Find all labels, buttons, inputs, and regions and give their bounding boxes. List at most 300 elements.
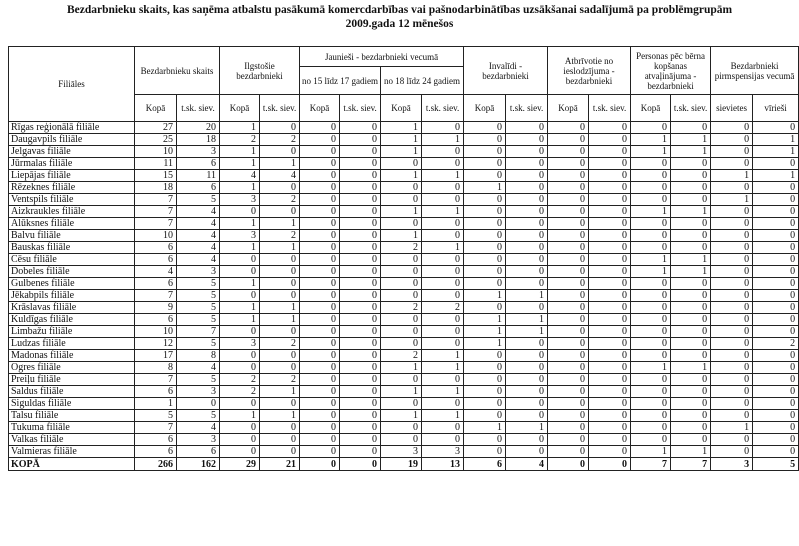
value-cell: 0	[711, 134, 753, 146]
value-cell: 0	[340, 458, 381, 471]
value-cell: 1	[631, 206, 671, 218]
branch-name: Gulbenes filiāle	[9, 278, 135, 290]
value-cell: 1	[381, 230, 422, 242]
value-cell: 0	[711, 266, 753, 278]
table-row	[9, 254, 799, 266]
table-row	[9, 146, 799, 158]
page-title	[0, 3, 799, 31]
value-cell: 1	[422, 170, 464, 182]
branch-name: Valmieras filiāle	[9, 446, 135, 458]
table-body	[9, 122, 799, 471]
value-cell: 6	[135, 278, 177, 290]
value-cell: 3	[177, 386, 220, 398]
branch-name: Jūrmalas filiāle	[9, 158, 135, 170]
col-personas: Personas pēc bērna kopšanas atvaļinājuma - bezdarbnieki	[631, 47, 711, 95]
value-cell: 0	[548, 230, 589, 242]
value-cell: 1	[381, 134, 422, 146]
value-cell: 0	[381, 434, 422, 446]
table-row	[9, 350, 799, 362]
value-cell: 0	[711, 230, 753, 242]
value-cell: 0	[422, 338, 464, 350]
value-cell: 1	[631, 254, 671, 266]
col-invalidi: Invalīdi - bezdarbnieki	[464, 47, 548, 95]
value-cell: 3	[422, 446, 464, 458]
value-cell: 0	[506, 362, 548, 374]
table-row	[9, 386, 799, 398]
value-cell: 0	[589, 278, 631, 290]
value-cell: 6	[135, 314, 177, 326]
value-cell: 1	[260, 218, 300, 230]
value-cell: 1	[381, 170, 422, 182]
value-cell: 0	[671, 350, 711, 362]
col-atbrivotie: Atbrīvotie no ieslodzījuma - bezdarbnieki	[548, 47, 631, 95]
value-cell: 1	[381, 206, 422, 218]
table-row	[9, 194, 799, 206]
value-cell: 0	[589, 410, 631, 422]
value-cell: 0	[422, 266, 464, 278]
table-row	[9, 134, 799, 146]
value-cell: 6	[135, 254, 177, 266]
table-row	[9, 398, 799, 410]
value-cell: 0	[711, 278, 753, 290]
value-cell: 0	[506, 158, 548, 170]
value-cell: 0	[548, 458, 589, 471]
value-cell: 10	[135, 146, 177, 158]
value-cell: 0	[589, 194, 631, 206]
value-cell: 1	[464, 290, 506, 302]
value-cell: 4	[177, 254, 220, 266]
value-cell: 0	[300, 326, 340, 338]
value-cell: 1	[753, 134, 799, 146]
value-cell: 7	[177, 326, 220, 338]
value-cell: 0	[753, 194, 799, 206]
value-cell: 0	[381, 194, 422, 206]
branch-name: Kuldīgas filiāle	[9, 314, 135, 326]
value-cell: 0	[340, 134, 381, 146]
value-cell: 0	[589, 122, 631, 134]
value-cell: 2	[260, 230, 300, 242]
value-cell: 4	[177, 362, 220, 374]
value-cell: 0	[340, 266, 381, 278]
value-cell: 0	[422, 182, 464, 194]
col-filiales: Filiāles	[9, 47, 135, 122]
branch-name: Ogres filiāle	[9, 362, 135, 374]
sub-kopa: Kopā	[220, 95, 260, 122]
value-cell: 8	[177, 350, 220, 362]
sub-tsk: t.sk. siev.	[671, 95, 711, 122]
value-cell: 1	[260, 242, 300, 254]
value-cell: 11	[177, 170, 220, 182]
value-cell: 0	[631, 194, 671, 206]
value-cell: 0	[548, 374, 589, 386]
value-cell: 0	[506, 374, 548, 386]
value-cell: 1	[711, 170, 753, 182]
value-cell: 0	[464, 278, 506, 290]
value-cell: 0	[340, 434, 381, 446]
value-cell: 0	[671, 398, 711, 410]
value-cell: 1	[220, 146, 260, 158]
value-cell: 4	[135, 266, 177, 278]
value-cell: 0	[506, 350, 548, 362]
value-cell: 0	[340, 314, 381, 326]
value-cell: 0	[340, 326, 381, 338]
value-cell: 0	[300, 362, 340, 374]
table-row	[9, 122, 799, 134]
value-cell: 0	[464, 158, 506, 170]
value-cell: 0	[753, 398, 799, 410]
value-cell: 0	[753, 278, 799, 290]
table-row	[9, 278, 799, 290]
value-cell: 0	[753, 434, 799, 446]
value-cell: 0	[340, 278, 381, 290]
value-cell: 0	[506, 386, 548, 398]
value-cell: 0	[464, 398, 506, 410]
value-cell: 0	[506, 434, 548, 446]
value-cell: 0	[589, 218, 631, 230]
value-cell: 0	[340, 146, 381, 158]
value-cell: 0	[464, 254, 506, 266]
value-cell: 5	[177, 410, 220, 422]
value-cell: 0	[220, 398, 260, 410]
branch-name: Madonas filiāle	[9, 350, 135, 362]
value-cell: 1	[711, 194, 753, 206]
value-cell: 0	[177, 398, 220, 410]
value-cell: 0	[671, 386, 711, 398]
value-cell: 0	[422, 158, 464, 170]
table-row	[9, 230, 799, 242]
value-cell: 0	[711, 362, 753, 374]
value-cell: 0	[506, 302, 548, 314]
branch-name: Ventspils filiāle	[9, 194, 135, 206]
branch-name: Cēsu filiāle	[9, 254, 135, 266]
value-cell: 0	[340, 194, 381, 206]
value-cell: 1	[631, 146, 671, 158]
value-cell: 0	[711, 314, 753, 326]
value-cell: 0	[589, 242, 631, 254]
value-cell: 0	[548, 242, 589, 254]
value-cell: 0	[300, 314, 340, 326]
sub-kopa: Kopā	[135, 95, 177, 122]
value-cell: 0	[422, 398, 464, 410]
value-cell: 0	[631, 290, 671, 302]
value-cell: 0	[631, 218, 671, 230]
value-cell: 7	[135, 206, 177, 218]
value-cell: 0	[506, 122, 548, 134]
value-cell: 0	[340, 254, 381, 266]
value-cell: 0	[631, 314, 671, 326]
value-cell: 0	[381, 338, 422, 350]
value-cell: 1	[260, 302, 300, 314]
value-cell: 0	[300, 266, 340, 278]
value-cell: 0	[548, 422, 589, 434]
value-cell: 0	[711, 290, 753, 302]
value-cell: 2	[260, 194, 300, 206]
value-cell: 0	[753, 206, 799, 218]
value-cell: 0	[506, 194, 548, 206]
table-row	[9, 170, 799, 182]
value-cell: 0	[711, 350, 753, 362]
value-cell: 2	[220, 134, 260, 146]
value-cell: 0	[631, 302, 671, 314]
value-cell: 4	[177, 206, 220, 218]
value-cell: 0	[300, 206, 340, 218]
value-cell: 0	[506, 206, 548, 218]
value-cell: 21	[260, 458, 300, 471]
value-cell: 6	[135, 446, 177, 458]
value-cell: 7	[671, 458, 711, 471]
value-cell: 0	[753, 242, 799, 254]
value-cell: 1	[381, 386, 422, 398]
value-cell: 0	[381, 182, 422, 194]
value-cell: 0	[260, 182, 300, 194]
value-cell: 0	[589, 206, 631, 218]
value-cell: 0	[631, 242, 671, 254]
value-cell: 0	[464, 170, 506, 182]
value-cell: 15	[135, 170, 177, 182]
table-row	[9, 314, 799, 326]
value-cell: 0	[506, 446, 548, 458]
value-cell: 0	[381, 326, 422, 338]
value-cell: 1	[220, 302, 260, 314]
value-cell: 0	[711, 206, 753, 218]
value-cell: 4	[220, 170, 260, 182]
value-cell: 0	[589, 146, 631, 158]
value-cell: 0	[631, 398, 671, 410]
value-cell: 6	[135, 434, 177, 446]
value-cell: 2	[753, 338, 799, 350]
value-cell: 1	[220, 410, 260, 422]
value-cell: 1	[422, 362, 464, 374]
value-cell: 0	[340, 122, 381, 134]
value-cell: 0	[589, 362, 631, 374]
value-cell: 0	[548, 338, 589, 350]
value-cell: 266	[135, 458, 177, 471]
value-cell: 0	[220, 326, 260, 338]
value-cell: 0	[753, 386, 799, 398]
value-cell: 0	[711, 398, 753, 410]
branch-name: Ludzas filiāle	[9, 338, 135, 350]
value-cell: 162	[177, 458, 220, 471]
value-cell: 1	[220, 314, 260, 326]
title-line-2: 2009.gada 12 mēnešos	[345, 18, 454, 30]
value-cell: 0	[631, 170, 671, 182]
value-cell: 0	[340, 422, 381, 434]
value-cell: 2	[422, 302, 464, 314]
value-cell: 0	[260, 278, 300, 290]
sub-kopa: Kopā	[300, 95, 340, 122]
value-cell: 0	[464, 434, 506, 446]
col-jaunieši: Jaunieši - bezdarbnieki vecumā	[300, 47, 464, 67]
value-cell: 6	[135, 242, 177, 254]
value-cell: 0	[300, 338, 340, 350]
branch-name: Talsu filiāle	[9, 410, 135, 422]
branch-name: Tukuma filiāle	[9, 422, 135, 434]
value-cell: 1	[422, 242, 464, 254]
value-cell: 0	[753, 314, 799, 326]
value-cell: 7	[135, 290, 177, 302]
value-cell: 0	[506, 182, 548, 194]
value-cell: 0	[260, 326, 300, 338]
value-cell: 1	[422, 206, 464, 218]
value-cell: 0	[300, 458, 340, 471]
value-cell: 0	[589, 326, 631, 338]
value-cell: 0	[300, 434, 340, 446]
table-row	[9, 182, 799, 194]
value-cell: 0	[220, 290, 260, 302]
value-cell: 0	[464, 134, 506, 146]
value-cell: 0	[753, 446, 799, 458]
value-cell: 10	[135, 230, 177, 242]
value-cell: 0	[300, 242, 340, 254]
value-cell: 1	[422, 386, 464, 398]
value-cell: 1	[711, 422, 753, 434]
value-cell: 1	[506, 290, 548, 302]
value-cell: 0	[548, 170, 589, 182]
value-cell: 0	[300, 422, 340, 434]
table-row	[9, 410, 799, 422]
branch-name: Limbažu filiāle	[9, 326, 135, 338]
value-cell: 1	[464, 326, 506, 338]
value-cell: 0	[422, 194, 464, 206]
value-cell: 7	[135, 422, 177, 434]
value-cell: 1	[260, 410, 300, 422]
value-cell: 0	[506, 266, 548, 278]
value-cell: 0	[671, 314, 711, 326]
branch-name: Siguldas filiāle	[9, 398, 135, 410]
value-cell: 1	[671, 206, 711, 218]
branch-name: Balvu filiāle	[9, 230, 135, 242]
value-cell: 0	[589, 134, 631, 146]
value-cell: 1	[422, 350, 464, 362]
branch-name: Aizkraukles filiāle	[9, 206, 135, 218]
value-cell: 0	[464, 218, 506, 230]
value-cell: 0	[671, 122, 711, 134]
value-cell: 0	[506, 242, 548, 254]
value-cell: 0	[753, 218, 799, 230]
value-cell: 0	[260, 206, 300, 218]
value-cell: 0	[300, 350, 340, 362]
value-cell: 1	[753, 170, 799, 182]
value-cell: 6	[464, 458, 506, 471]
value-cell: 1	[506, 422, 548, 434]
value-cell: 5	[177, 278, 220, 290]
value-cell: 0	[589, 422, 631, 434]
value-cell: 0	[300, 398, 340, 410]
value-cell: 0	[340, 182, 381, 194]
statistics-table	[8, 46, 799, 471]
value-cell: 0	[422, 230, 464, 242]
table-row	[9, 362, 799, 374]
value-cell: 1	[671, 254, 711, 266]
value-cell: 0	[548, 122, 589, 134]
value-cell: 0	[548, 134, 589, 146]
value-cell: 0	[464, 386, 506, 398]
value-cell: 0	[381, 278, 422, 290]
value-cell: 4	[260, 170, 300, 182]
value-cell: 0	[671, 170, 711, 182]
value-cell: 0	[464, 302, 506, 314]
table-row	[9, 446, 799, 458]
table-row	[9, 218, 799, 230]
value-cell: 0	[548, 182, 589, 194]
value-cell: 5	[177, 194, 220, 206]
value-cell: 0	[631, 434, 671, 446]
value-cell: 0	[260, 362, 300, 374]
value-cell: 7	[135, 374, 177, 386]
value-cell: 0	[548, 158, 589, 170]
value-cell: 0	[340, 206, 381, 218]
value-cell: 5	[177, 314, 220, 326]
value-cell: 0	[631, 230, 671, 242]
branch-name: Daugavpils filiāle	[9, 134, 135, 146]
value-cell: 0	[422, 218, 464, 230]
value-cell: 0	[548, 386, 589, 398]
value-cell: 0	[300, 182, 340, 194]
value-cell: 0	[631, 338, 671, 350]
value-cell: 1	[631, 266, 671, 278]
value-cell: 0	[671, 302, 711, 314]
value-cell: 0	[340, 374, 381, 386]
table-row	[9, 206, 799, 218]
value-cell: 5	[135, 410, 177, 422]
value-cell: 0	[548, 266, 589, 278]
value-cell: 0	[506, 398, 548, 410]
value-cell: 3	[177, 434, 220, 446]
value-cell: 0	[506, 146, 548, 158]
value-cell: 0	[340, 302, 381, 314]
value-cell: 6	[177, 446, 220, 458]
value-cell: 0	[753, 410, 799, 422]
value-cell: 0	[548, 302, 589, 314]
sub-kopa: Kopā	[464, 95, 506, 122]
value-cell: 0	[381, 266, 422, 278]
value-cell: 0	[506, 254, 548, 266]
col-pirmspensijas: Bezdarbnieki pirmspensijas vecumā	[711, 47, 799, 95]
value-cell: 3	[711, 458, 753, 471]
value-cell: 0	[340, 446, 381, 458]
value-cell: 0	[260, 422, 300, 434]
value-cell: 0	[589, 434, 631, 446]
branch-name: Bauskas filiāle	[9, 242, 135, 254]
value-cell: 6	[177, 182, 220, 194]
value-cell: 0	[340, 230, 381, 242]
sub-tsk: t.sk. siev.	[589, 95, 631, 122]
value-cell: 0	[671, 434, 711, 446]
branch-name: Dobeles filiāle	[9, 266, 135, 278]
value-cell: 0	[631, 350, 671, 362]
value-cell: 0	[631, 326, 671, 338]
value-cell: 0	[711, 218, 753, 230]
value-cell: 0	[548, 218, 589, 230]
value-cell: 0	[548, 398, 589, 410]
value-cell: 2	[220, 374, 260, 386]
value-cell: 0	[464, 122, 506, 134]
value-cell: 0	[300, 170, 340, 182]
value-cell: 0	[300, 146, 340, 158]
value-cell: 0	[464, 206, 506, 218]
value-cell: 4	[506, 458, 548, 471]
value-cell: 0	[381, 398, 422, 410]
value-cell: 1	[220, 122, 260, 134]
value-cell: 0	[589, 386, 631, 398]
value-cell: 0	[464, 350, 506, 362]
value-cell: 0	[548, 434, 589, 446]
value-cell: 0	[548, 146, 589, 158]
table-row	[9, 242, 799, 254]
value-cell: 0	[464, 146, 506, 158]
value-cell: 0	[753, 122, 799, 134]
value-cell: 0	[589, 374, 631, 386]
